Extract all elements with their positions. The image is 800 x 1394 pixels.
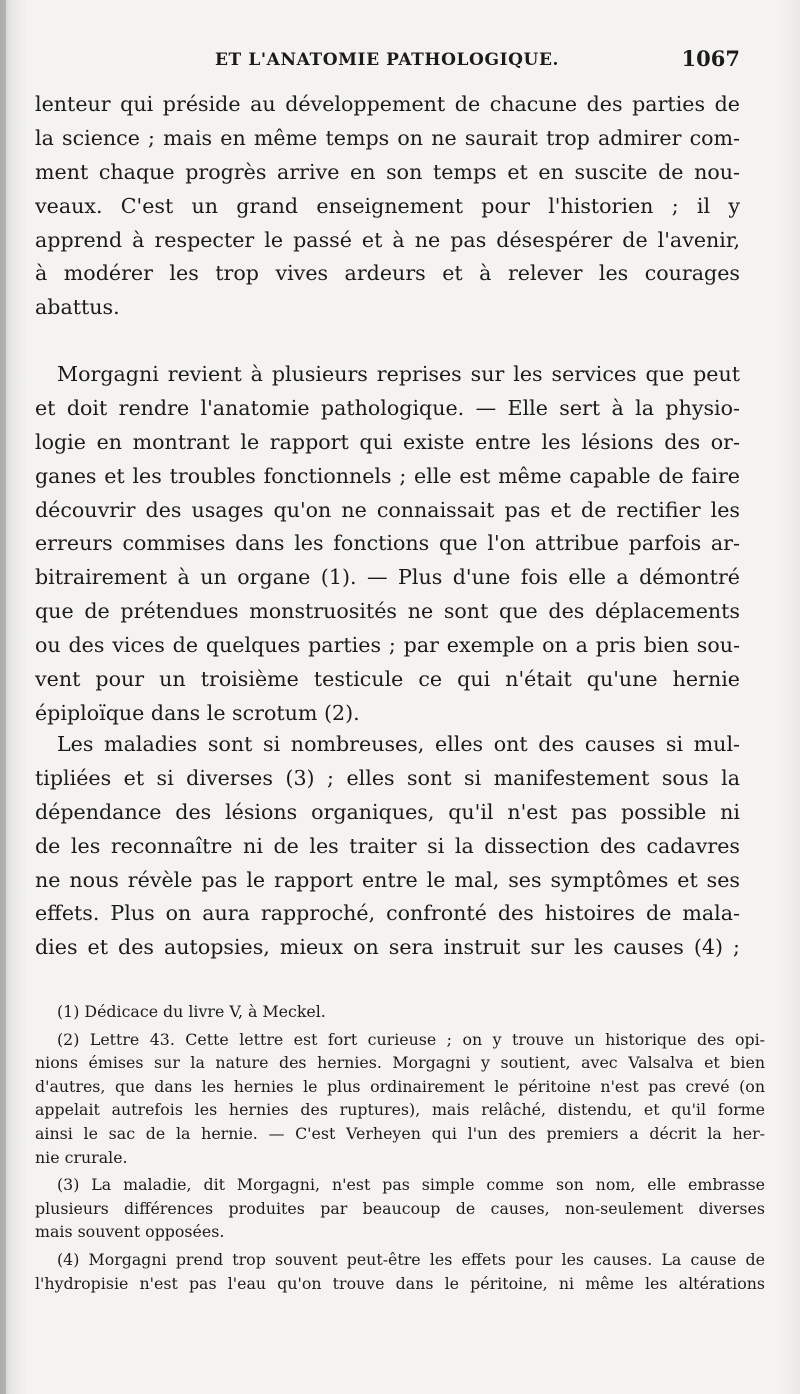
footnote-line: (2) Lettre 43. Cette lettre est fort curieuse ; on y trouve un historique des opi- <box>57 1029 765 1049</box>
footnote-line: (4) Morgagni prend trop souvent peut-être les effets pour les causes. La cause de <box>57 1249 765 1269</box>
page-number: 1067 <box>681 46 740 71</box>
text-line: lenteur qui préside au développement de chacune des parties de <box>35 92 740 116</box>
footnote-line: nions émises sur la nature des hernies. Morgagni y soutient, avec Valsalva et bien <box>35 1053 765 1073</box>
footnote-line: appelait autrefois les hernies des ruptures), mais relâché, distendu, et qu'il forme <box>35 1100 765 1120</box>
footnote-3 <box>35 1173 765 1244</box>
text-line: découvrir des usages qu'on ne connaissait pas et de rectifier les <box>35 497 740 522</box>
text-line: logie en montrant le rapport qui existe entre les lésions des or- <box>35 429 740 454</box>
footnote-line: plusieurs différences produites par beaucoup de causes, non-seulement diverses <box>35 1198 765 1218</box>
text-line: ou des vices de quelques parties ; par exemple on a pris bien sou- <box>35 633 740 658</box>
text-line: dies et des autopsies, mieux on sera instruit sur les causes (4) ; <box>35 935 740 960</box>
footnote-line: ainsi le sac de la hernie. — C'est Verheyen qui l'un des premiers a décrit la her- <box>35 1123 765 1143</box>
text-line: ne nous révèle pas le rapport entre le mal, ses symptômes et ses <box>35 867 740 892</box>
running-head <box>35 46 740 76</box>
footnote-1 <box>35 1000 765 1024</box>
text-line: effets. Plus on aura rapproché, confronté des histoires de mala- <box>35 901 740 926</box>
running-title: ET L'ANATOMIE PATHOLOGIQUE. <box>215 50 560 70</box>
text-line: que de prétendues monstruosités ne sont que des déplacements <box>35 599 740 624</box>
text-line: dépendance des lésions organiques, qu'il n'est pas possible ni <box>35 799 740 824</box>
text-line: la science ; mais en même temps on ne saurait trop admirer com- <box>35 125 740 150</box>
text-line: erreurs commises dans les fonctions que l'on attribue parfois ar- <box>35 531 740 556</box>
text-line: à modérer les trop vives ardeurs et à relever les courages <box>35 261 740 286</box>
paragraph-1 <box>35 88 740 325</box>
footnote-4 <box>35 1248 765 1295</box>
text-line: veaux. C'est un grand enseignement pour l'historien ; il y <box>35 193 740 218</box>
footnote-line: d'autres, que dans les hernies le plus ordinairement le péritoine n'est pas crevé (on <box>35 1076 765 1096</box>
text-line: Les maladies sont si nombreuses, elles ont des causes si mul- <box>57 732 740 756</box>
paragraph-2 <box>35 358 740 731</box>
footnote-line: (1) Dédicace du livre V, à Meckel. <box>57 1002 326 1021</box>
gutter-shadow <box>0 0 6 1394</box>
text-line: apprend à respecter le passé et à ne pas désespérer de l'avenir, <box>35 227 740 252</box>
footnotes <box>35 1000 765 1299</box>
text-line: tipliées et si diverses (3) ; elles sont si manifestement sous la <box>35 765 740 790</box>
text-line: vent pour un troisième testicule ce qui n'était qu'une hernie <box>35 667 740 692</box>
text-line: de les reconnaître ni de les traiter si la dissection des cadavres <box>35 833 740 858</box>
text-line: ment chaque progrès arrive en son temps et en suscite de nou- <box>35 159 740 184</box>
text-line: ganes et les troubles fonctionnels ; elle est même capable de faire <box>35 463 740 488</box>
text-line: bitrairement à un organe (1). — Plus d'une fois elle a démontré <box>35 565 740 590</box>
footnote-line: l'hydropisie n'est pas l'eau qu'on trouve dans le péritoine, ni même les altérations <box>35 1273 765 1293</box>
text-line: et doit rendre l'anatomie pathologique. — Elle sert à la physio- <box>35 395 740 420</box>
text-line: abattus. <box>35 295 120 320</box>
text-line: épiploïque dans le scrotum (2). <box>35 700 360 725</box>
footnote-line: mais souvent opposées. <box>35 1222 225 1242</box>
paragraph-3 <box>35 728 740 965</box>
footnote-line: (3) La maladie, dit Morgagni, n'est pas simple comme son nom, elle embrasse <box>57 1175 765 1195</box>
footnote-2 <box>35 1028 765 1170</box>
footnote-line: nie crurale. <box>35 1147 128 1167</box>
text-line: Morgagni revient à plusieurs reprises sur les services que peut <box>57 362 740 386</box>
